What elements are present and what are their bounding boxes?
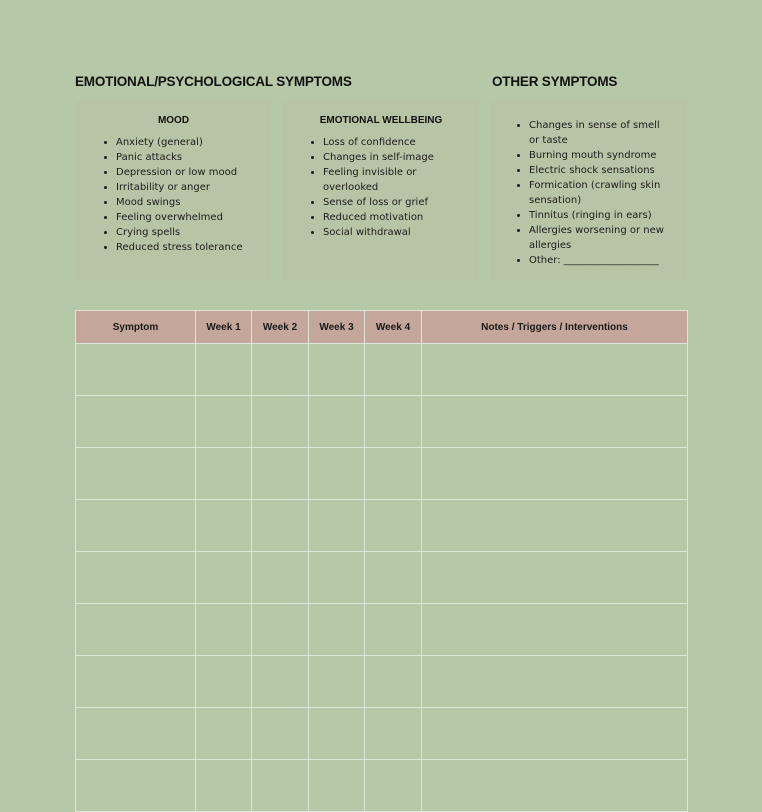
table-cell[interactable] [76,604,196,656]
table-cell[interactable] [309,448,365,500]
list-item: • Formication (crawling skin sensation) [529,178,667,208]
table-cell[interactable] [252,500,309,552]
list-item: • Irritability or anger [116,180,263,195]
table-cell[interactable] [252,396,309,448]
list-item: • Mood swings [116,195,263,210]
table-cell[interactable] [309,552,365,604]
table-cell[interactable] [196,656,252,708]
table-cell[interactable] [365,448,422,500]
mood-card [76,101,271,281]
symptom-column-header: Symptom [76,311,196,344]
table-cell[interactable] [365,552,422,604]
table-row [76,500,688,552]
list-item: • Tinnitus (ringing in ears) [529,208,667,223]
mood-heading: MOOD [157,115,190,126]
table-cell[interactable] [309,604,365,656]
table-cell[interactable] [422,448,688,500]
table-cell[interactable] [76,500,196,552]
table-cell[interactable] [365,500,422,552]
symptom-tracker-table [75,310,688,812]
table-cell[interactable] [422,760,688,812]
table-cell[interactable] [422,656,688,708]
week-2-column-header: Week 2 [252,311,309,344]
table-cell[interactable] [252,552,309,604]
table-cell[interactable] [365,708,422,760]
table-cell[interactable] [422,708,688,760]
table-cell[interactable] [309,760,365,812]
list-item: • Panic attacks [116,150,263,165]
table-cell[interactable] [422,552,688,604]
list-item: • Other: ___________________ [529,253,667,268]
table-cell[interactable] [196,500,252,552]
table-row [76,708,688,760]
table-cell[interactable] [422,604,688,656]
list-item: • Changes in sense of smell or taste [529,118,667,148]
table-cell[interactable] [309,656,365,708]
table-cell[interactable] [76,344,196,396]
table-cell[interactable] [309,708,365,760]
table-cell[interactable] [365,344,422,396]
list-item: • Crying spells [116,225,263,240]
notes-column-header: Notes / Triggers / Interventions [422,311,688,344]
table-row [76,604,688,656]
table-row [76,656,688,708]
list-item: • Burning mouth syndrome [529,148,667,163]
emotional-section-title: EMOTIONAL/PSYCHOLOGICAL SYMPTOMS [75,74,352,89]
table-cell[interactable] [252,448,309,500]
table-cell[interactable] [196,760,252,812]
table-cell[interactable] [252,760,309,812]
wellbeing-list [291,135,471,240]
table-row [76,344,688,396]
table-cell[interactable] [196,396,252,448]
other-card [491,101,687,281]
table-cell[interactable] [196,708,252,760]
list-item: • Anxiety (general) [116,135,263,150]
table-cell[interactable] [196,604,252,656]
week-1-column-header: Week 1 [196,311,252,344]
week-4-column-header: Week 4 [365,311,422,344]
list-item: • Social withdrawal [323,225,471,240]
table-cell[interactable] [76,396,196,448]
other-section-title: OTHER SYMPTOMS [492,74,618,89]
table-cell[interactable] [365,656,422,708]
list-item: • Feeling invisible or overlooked [323,165,471,195]
list-item: • Feeling overwhelmed [116,210,263,225]
table-cell[interactable] [309,344,365,396]
list-item: • Electric shock sensations [529,163,667,178]
table-cell[interactable] [422,396,688,448]
list-item: • Allergies worsening or new allergies [529,223,667,253]
table-cell[interactable] [76,708,196,760]
table-row [76,552,688,604]
list-item: • Changes in self-image [323,150,471,165]
table-cell[interactable] [76,760,196,812]
other-list [499,118,679,268]
list-item: • Loss of confidence [323,135,471,150]
table-cell[interactable] [252,344,309,396]
table-cell[interactable] [252,604,309,656]
mood-list [84,135,263,255]
table-cell[interactable] [309,500,365,552]
table-cell[interactable] [76,448,196,500]
table-cell[interactable] [422,344,688,396]
table-cell[interactable] [422,500,688,552]
wellbeing-heading: EMOTIONAL WELLBEING [319,115,443,126]
table-cell[interactable] [76,552,196,604]
table-row [76,760,688,812]
table-cell[interactable] [365,760,422,812]
list-item: • Reduced motivation [323,210,471,225]
table-cell[interactable] [309,396,365,448]
table-cell[interactable] [365,604,422,656]
list-item: • Reduced stress tolerance [116,240,263,255]
table-cell[interactable] [196,344,252,396]
table-cell[interactable] [76,656,196,708]
table-header-row [76,311,688,344]
table-cell[interactable] [196,448,252,500]
table-cell[interactable] [252,708,309,760]
table-cell[interactable] [252,656,309,708]
list-item: • Depression or low mood [116,165,263,180]
wellbeing-card [283,101,479,281]
table-row [76,448,688,500]
table-cell[interactable] [365,396,422,448]
week-3-column-header: Week 3 [309,311,365,344]
list-item: • Sense of loss or grief [323,195,471,210]
table-row [76,396,688,448]
table-cell[interactable] [196,552,252,604]
